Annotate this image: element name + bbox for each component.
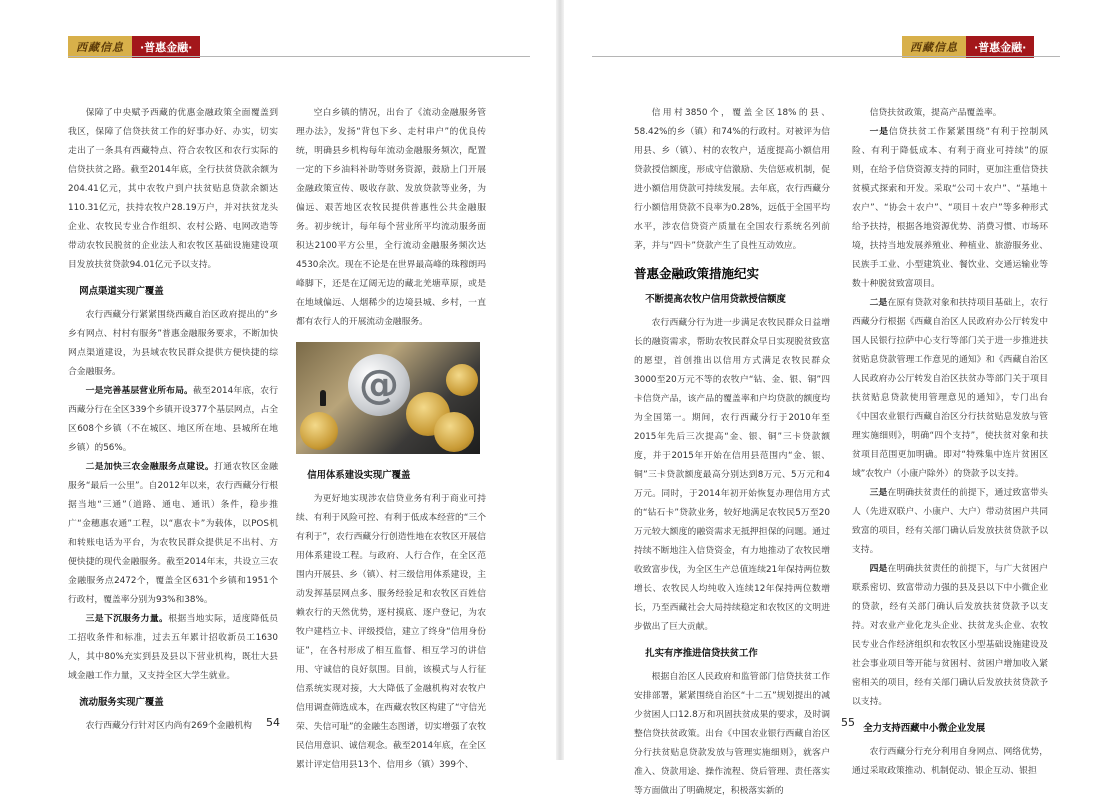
page-number: 55 — [841, 716, 855, 729]
paragraph-text: 在原有贷款对象和扶持项目基础上，农行西藏分行根据《西藏自治区人民政府办公厅转发中国人民银行拉萨中心支行等部门关于进一步推进扶贫贴息贷款管理工作意见的通知》和《西藏自治区人民政府办公厅转发自治区扶贫办等部门关于项目扶贫贴息贷款使用管理意见的通知》，专门出台《中国农业银行西藏自治区分行扶贫贴息发放与管理实施细则》，明确“四个支持”，使扶贫对象和扶贫项目范围更加明确。即对“特殊集中连片贫困区域”农牧户（小康户除外）的贷款予以支持。 — [852, 298, 1048, 479]
right-column-1 — [634, 104, 830, 801]
section-heading: 普惠金融政策措施纪实 — [634, 266, 760, 281]
paragraph-text: 根据当地实际，适度降低员工招收条件和标准，过去五年累计招收新员工1630人，其中80%充实到县及县以下营业机构，既壮大县域金融工作力量，又支持全区大学生就业。 — [68, 614, 278, 681]
paragraph-text: 打通农牧区金融服务“最后一公里”。自2012年以来，农行西藏分行根据当地“三通”（道路、通电、通讯）条件，稳步推广“金穗惠农通”工程，以“惠农卡”为载体，以POS机和转账电话为平台，为农牧民群众提供足不出村、方便快捷的现代金融服务。截至2014年末，共设立三农金融服务点2472个，覆盖全区631个乡镇和1951个行政村，覆盖率分别为93%和38%。 — [68, 462, 278, 605]
paragraph — [852, 484, 1048, 560]
paragraph-keyword: 四是 — [869, 564, 888, 574]
header-badge — [902, 36, 1034, 58]
at-sign-icon: @ — [348, 354, 410, 416]
subheading: 流动服务实现广覆盖 — [79, 697, 164, 708]
subheading: 不断提高农牧户信用贷款授信额度 — [645, 294, 786, 305]
paragraph — [68, 610, 278, 686]
paragraph-keyword: 一是完善基层营业所布局。 — [85, 386, 193, 396]
paragraph: 为更好地实现涉农信贷业务有利于商业可持续、有利于风险可控、有利于低成本经营的“三个有利于”，农行西藏分行创造性地在农牧区开展信用体系建设工程。与政府、人行合作，在全区范围内开展县、乡（镇）、村三级信用体系建设，主动发挥基层网点多、服务经验足和农牧区百姓信赖农行的天然优势，逐村摸底、逐户登记，为农牧户建档立卡、评级授信，建立了终身“信用身份证”，在各村形成了相互监督、相互学习的讲信用、守诚信的良好氛围。目前，该模式与人行征信系统实现对接，大大降低了金融机构对农牧户信用调查筛选成本，在西藏农牧区构建了“守信光荣、失信可耻”的金融生态图谱，切实增强了农牧民信用意识、诚信观念。截至2014年底，在全区累计评定信用县13个、信用乡（镇）399个、 — [296, 494, 486, 770]
paragraph-keyword: 二是加快三农金融服务点建设。 — [85, 462, 215, 472]
paragraph-keyword: 二是 — [869, 298, 888, 308]
magazine-logo: 西藏信息 — [68, 36, 132, 58]
paragraph-keyword: 三是下沉服务力量。 — [85, 614, 169, 624]
magazine-logo: 西藏信息 — [902, 36, 966, 58]
paragraph: 信用村3850个，覆盖全区18%的县、58.42%的乡（镇）和74%的行政村。对被评为信用县、乡（镇）、村的农牧户，适度提高小额信用贷款授信额度，形成守信激励、失信惩戒机制，促进小额信用贷款可持续发展。去年底，农行西藏分行小额信用贷款不良率为0.28%，远低于全国平均水平，涉农信贷资产质量在全国农行系统名列前茅，并与“四卡”贷款产生了良性互动效应。 — [634, 108, 830, 251]
paragraph — [68, 382, 278, 458]
page-number: 54 — [266, 716, 280, 729]
header-badge — [68, 36, 200, 58]
paragraph-text: 在明确扶贫责任的前提下，与广大贫困户联系密切、致富带动力强的县及县以下中小微企业的贷款，经有关部门确认后发放扶贫贷款予以支持。对农业产业化龙头企业、扶贫龙头企业、农牧民专业合作经济组织和农牧区小型基础设施建设及社会事业项目等开能与贫困村、贫困户增加收入紧密相关的项目，经有关部门确认后发放扶贫贷款予以支持。 — [852, 564, 1048, 707]
paragraph-keyword: 一是 — [869, 127, 889, 137]
subheading: 扎实有序推进信贷扶贫工作 — [645, 648, 758, 659]
finance-photo — [296, 342, 480, 454]
figurine-icon — [320, 390, 326, 406]
paragraph: 根据自治区人民政府和监管部门信贷扶贫工作安排部署，紧紧围绕自治区“十二五”规划提出的减少贫困人口12.8万和巩固扶贫成果的要求，及时调整信贷扶贫政策。出台《中国农业银行西藏自治区分行扶贫贴息贷款发放与管理实施细则》，就客户准入、贷款用途、操作流程、贷后管理、责任落实等方面做出了明确规定，积极落实新的 — [634, 672, 830, 796]
section-label: ·普惠金融· — [132, 36, 200, 58]
paragraph: 信贷扶贫政策，提高产品覆盖率。 — [869, 108, 1002, 118]
paragraph-keyword: 三是 — [869, 488, 888, 498]
subheading: 网点渠道实现广覆盖 — [79, 286, 164, 297]
left-page — [0, 0, 558, 770]
left-column-1 — [68, 104, 278, 736]
header-rule — [68, 56, 530, 57]
paragraph-text: 在明确扶贫责任的前提下，通过致富带头人（先进双联户、小康户、大户）带动贫困户共同致富的项目，经有关部门确认后发放扶贫贷款予以支持。 — [852, 488, 1048, 555]
paragraph — [68, 458, 278, 610]
paragraph: 农行西藏分行针对区内尚有269个金融机构 — [85, 721, 252, 731]
paragraph — [852, 294, 1048, 484]
paragraph: 农行西藏分行为进一步满足农牧民群众日益增长的融资需求，帮助农牧民群众早日实现脱贫致富的愿望，首创推出以信用方式满足农牧民群众3000至20万元不等的农牧户“钻、金、银、铜”四卡信贷产品，该产品的覆盖率和户均贷款的额度均为全国第一。期间，农行西藏分行于2010年至2015年先后三次提高“金、银、铜”三卡贷款额度，并于2015年开始在信用县范围内“金、银、铜”三卡贷款额度最高分别达到8万元、5万元和4万元。同时，于2014年初开始恢复办理信用方式的“钻石卡”贷款业务，较好地满足农牧民5万至20万元较大额度的融资需求无抵押担保的问题。通过持续不断地注入信贷资金，有力地推动了农牧民增收致富步伐，为全区生产总值连续21年保持两位数增长、农牧民人均纯收入连续12年保持两位数增长，乃至西藏社会大局持续稳定和农牧区的文明进步做出了巨大贡献。 — [634, 318, 830, 632]
paragraph: 空白乡镇的情况，出台了《流动金融服务管理办法》，发扬“背包下乡、走村串户”的优良传统，明确县乡机构每年流动金融服务频次，配置一定的下乡油料补助等财务资源，鼓励上门开展金融政策宣传、吸收存款、发放贷款等业务，为偏远、艰苦地区农牧民提供普惠性公共金融服务。初步统计，每年每个营业所平均流动服务面积达2100平方公里，全行流动金融服务频次达4530余次。现在不论是在世界最高峰的珠穆朗玛峰脚下，还是在辽阔无边的藏北羌塘草原，或是在地域偏远、人烟稀少的边境县城、乡村，一直都有农行人的开展流动金融服务。 — [296, 108, 486, 327]
paragraph: 农行西藏分行充分利用自身网点、网络优势，通过采取政策推动、机制促动、银企互动、银担 — [852, 747, 1048, 776]
right-column-2 — [852, 104, 1048, 781]
subheading: 信用体系建设实现广覆盖 — [307, 470, 411, 481]
right-page — [562, 0, 1120, 796]
paragraph — [852, 123, 1048, 294]
section-label: ·普惠金融· — [966, 36, 1034, 58]
header-rule — [592, 56, 1060, 57]
subheading: 全力支持西藏中小微企业发展 — [863, 723, 986, 734]
paragraph — [852, 560, 1048, 712]
paragraph-text: 信贷扶贫工作紧紧围绕“有利于控制风险、有利于降低成本、有利于商业可持续”的原则，在给予信贷资源支持的同时，更加注重信贷扶贫模式探索和开发。采取“公司＋农户”、“基地＋农户”、“协会＋农户”、“项目＋农户”等多种形式给予扶持，根据各地资源优势、消费习惯、市场环境，扶持当地发展养殖业、种植业、旅游服务业、民族手工业、小型建筑业、餐饮业、交通运输业等数十种脱贫致富项目。 — [852, 127, 1048, 289]
paragraph: 保障了中央赋予西藏的优惠金融政策全面覆盖到我区，保障了信贷扶贫工作的好事办好、办实，切实走出了一条具有西藏特点、符合农牧区和农行实际的信贷扶贫之路。截至2014年底，全行扶贫贷款余额为204.41亿元，其中农牧户到户扶贫贴息贷款余额达110.31亿元，扶持农牧户28.19万户，并对扶贫龙头企业、农牧民专业合作组织、农村公路、电网改造等带动农牧民脱贫的企业法人和农牧区基础设施建设项目发放扶贫贷款94.01亿元予以支持。 — [68, 108, 278, 270]
paragraph-text: 截至2014年底，农行西藏分行在全区339个乡镇开设377个基层网点，占全区608个乡镇（不在城区、地区所在地、县城所在地乡镇）的56%。 — [68, 386, 278, 453]
left-column-2 — [296, 104, 486, 775]
paragraph: 农行西藏分行紧紧围绕西藏自治区政府提出的“乡乡有网点、村村有服务”普惠金融服务要求，不断加快网点渠道建设，为县域农牧民群众提供方便快捷的综合金融服务。 — [68, 310, 278, 377]
